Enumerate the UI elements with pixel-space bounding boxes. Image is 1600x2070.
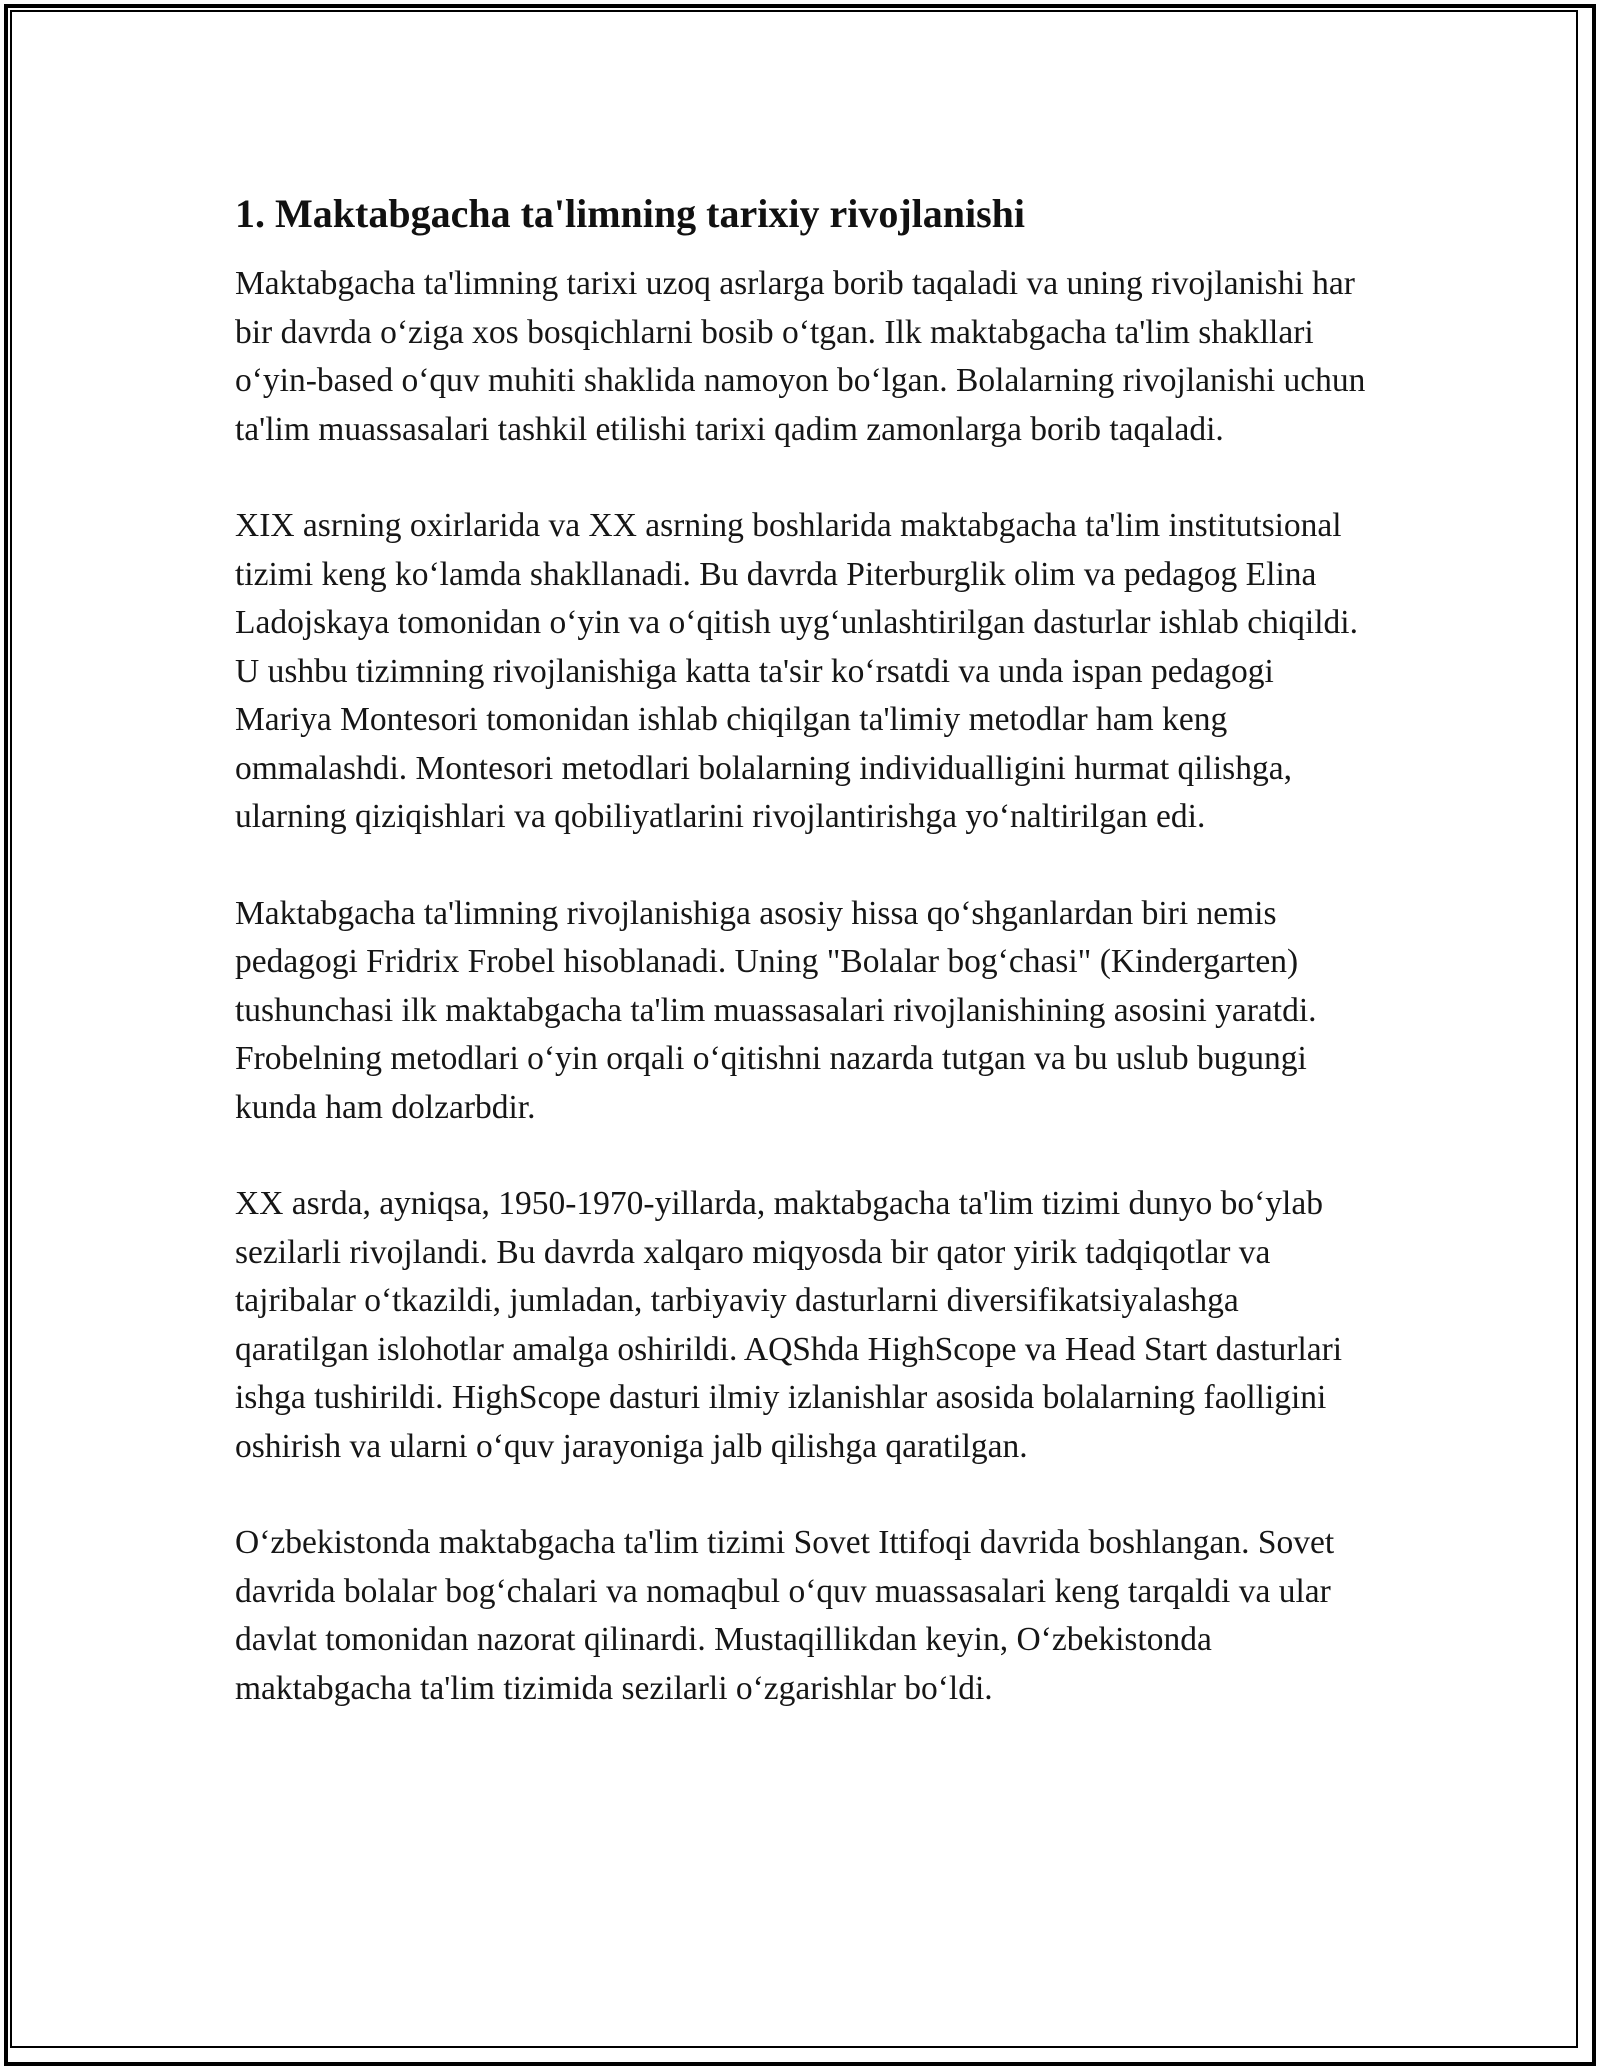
paragraph-4: XX asrda, ayniqsa, 1950-1970-yillarda, maktabgacha ta'lim tizimi dunyo bo‘ylab sezilarli rivojlandi. Bu davrda xalqaro miqyosda bir qator yirik tadqiqotlar va tajribalar o‘tkazildi, jumladan, tarbiyaviy dasturlarni diversifikatsiyalashga qaratilgan islohotlar amalga oshirildi. AQShda HighScope va Head Start dasturlari ishga tushirildi. HighScope dasturi ilmiy izlanishlar asosida bolalarning faolligini oshirish va ularni o‘quv jarayoniga jalb qilishga qaratilgan. — [235, 1185, 1343, 1465]
paragraph-5: O‘zbekistonda maktabgacha ta'lim tizimi Sovet Ittifoqi davrida boshlangan. Sovet davrida bolalar bog‘chalari va nomaqbul o‘quv muassasalari keng tarqaldi va ular davlat tomonidan nazorat qilinardi. Mustaqillikdan keyin, O‘zbekistonda maktabgacha ta'lim tizimida sezilarli o‘zgarishlar bo‘ldi. — [235, 1524, 1335, 1707]
paragraph-3: Maktabgacha ta'limning rivojlanishiga asosiy hissa qo‘shganlardan biri nemis pedagogi Fridrix Frobel hisoblanadi. Uning "Bolalar bog‘chasi" (Kindergarten) tushunchasi ilk maktabgacha ta'lim muassasalari rivojlanishining asosini yaratdi. Frobelning metodlari o‘yin orqali o‘qitishni nazarda tutgan va bu uslub bugungi kunda ham dolzarbdir. — [235, 894, 1317, 1126]
section-heading: 1. Maktabgacha ta'limning tarixiy rivojlanishi — [235, 191, 1026, 236]
paragraph-1: Maktabgacha ta'limning tarixi uzoq asrlarga borib taqaladi va uning rivojlanishi har bir davrda o‘ziga xos bosqichlarni bosib o‘tgan. Ilk maktabgacha ta'lim shakllari o‘yin-based o‘quv muhiti shaklida namoyon bo‘lgan. Bolalarning rivojlanishi uchun ta'lim muassasalari tashkil etilishi tarixi qadim zamonlarga borib taqaladi. — [235, 265, 1366, 448]
paragraph-2: XIX asrning oxirlarida va XX asrning boshlarida maktabgacha ta'lim institutsional tizimi keng ko‘lamda shakllanadi. Bu davrda Piterburglik olim va pedagog Elina Ladojskaya tomonidan o‘yin va o‘qitish uyg‘unlashtirilgan dasturlar ishlab chiqildi. U ushbu tizimning rivojlanishiga katta ta'sir ko‘rsatdi va unda ispan pedagogi Mariya Montesori tomonidan ishlab chiqilgan ta'limiy metodlar ham keng ommalashdi. Montesori metodlari bolalarning individualligini hurmat qilishga, ularning qiziqishlari va qobiliyatlarini rivojlantirishga yo‘naltirilgan edi. — [235, 507, 1358, 835]
document-body — [235, 188, 1375, 1761]
